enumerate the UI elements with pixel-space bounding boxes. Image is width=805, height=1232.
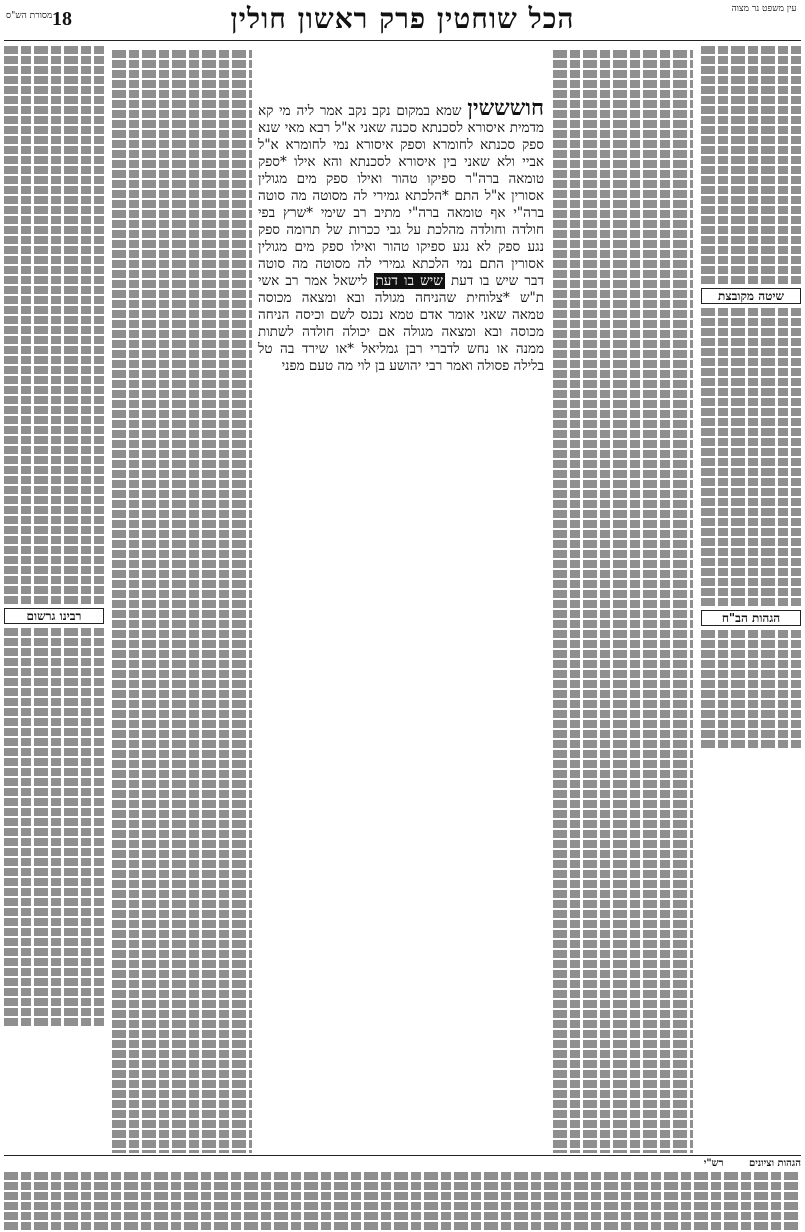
ein-mishpat-label: עין משפט נר מצוה bbox=[731, 4, 797, 14]
rashi-column bbox=[112, 48, 252, 1153]
footer-title-left: רש"י bbox=[703, 1158, 724, 1169]
gemara-body-continued: לישאל אמר רב אשי ת"ש *צלוחית שהניחה מגולה ובא ומצאה מכוסה טמאה שאני אומר אדם טמא נכנס לשם וכיסה הניחה מכוסה ובא ומצאה מגולה אם יכולה חולדה לשתות ממנה או נחש לדברי רבן גמליאל *או שירד בה טל בלילה פסולה ואמר רבי יהושע בן לוי מה טעם מפני bbox=[258, 273, 544, 374]
rabbeinu-gershom-sidebar bbox=[4, 44, 104, 1028]
footer-notes bbox=[4, 1158, 801, 1232]
rabbeinu-gershom-heading: רבינו גרשום bbox=[4, 608, 104, 624]
header-rule bbox=[4, 40, 801, 41]
gemara-lead-word: חושששין bbox=[467, 95, 544, 121]
masoret-hashas-label: מסורת הש"ס bbox=[6, 11, 53, 21]
footer-title-right: הגהות וציונים bbox=[748, 1158, 801, 1169]
gemara-text bbox=[258, 95, 544, 375]
page-title: הכל שוחטין פרק ראשון חולין bbox=[230, 2, 575, 35]
hagahot-bach-heading: הגהות הב"ח bbox=[701, 610, 801, 626]
shita-mekubetzet-heading: שיטה מקובצת bbox=[701, 288, 801, 304]
tosafot-column bbox=[553, 48, 693, 1153]
gemara-highlighted-phrase[interactable]: שיש בו דעת bbox=[375, 273, 443, 289]
page-header bbox=[0, 0, 805, 40]
ein-mishpat-sidebar bbox=[701, 44, 801, 750]
gemara-body: שמא במקום נקב נקב אמר ליה מי קא מדמית איסורא לסכנתא סכנה שאני א"ל רבא מאי שנא ספק סכנתא לחומרא וספק איסורא נמי לחומרא א"ל אביי ולא שאני בין איסורא לסכנתא והא אילו *ספק טומאה ברה"ר ספיקו טהור ואילו ספק מים מגולין אסורין א"ל התם *הלכתא גמירי לה מסוטה מה סוטה ברה"י אף טומאה ברה"י מתיב רב שימי *שרץ בפי חולדה וחולדה מהלכת על גבי ככרות של תרומה ספק נגע ספק לא נגע ספיקו טהור ואילו ספק מים מגולין אסורין התם נמי הלכתא גמירי לה מסוטה מה סוטה דבר שיש בו דעת bbox=[258, 103, 544, 289]
page-number: 18 bbox=[52, 8, 72, 30]
footer-rule bbox=[4, 1155, 801, 1156]
